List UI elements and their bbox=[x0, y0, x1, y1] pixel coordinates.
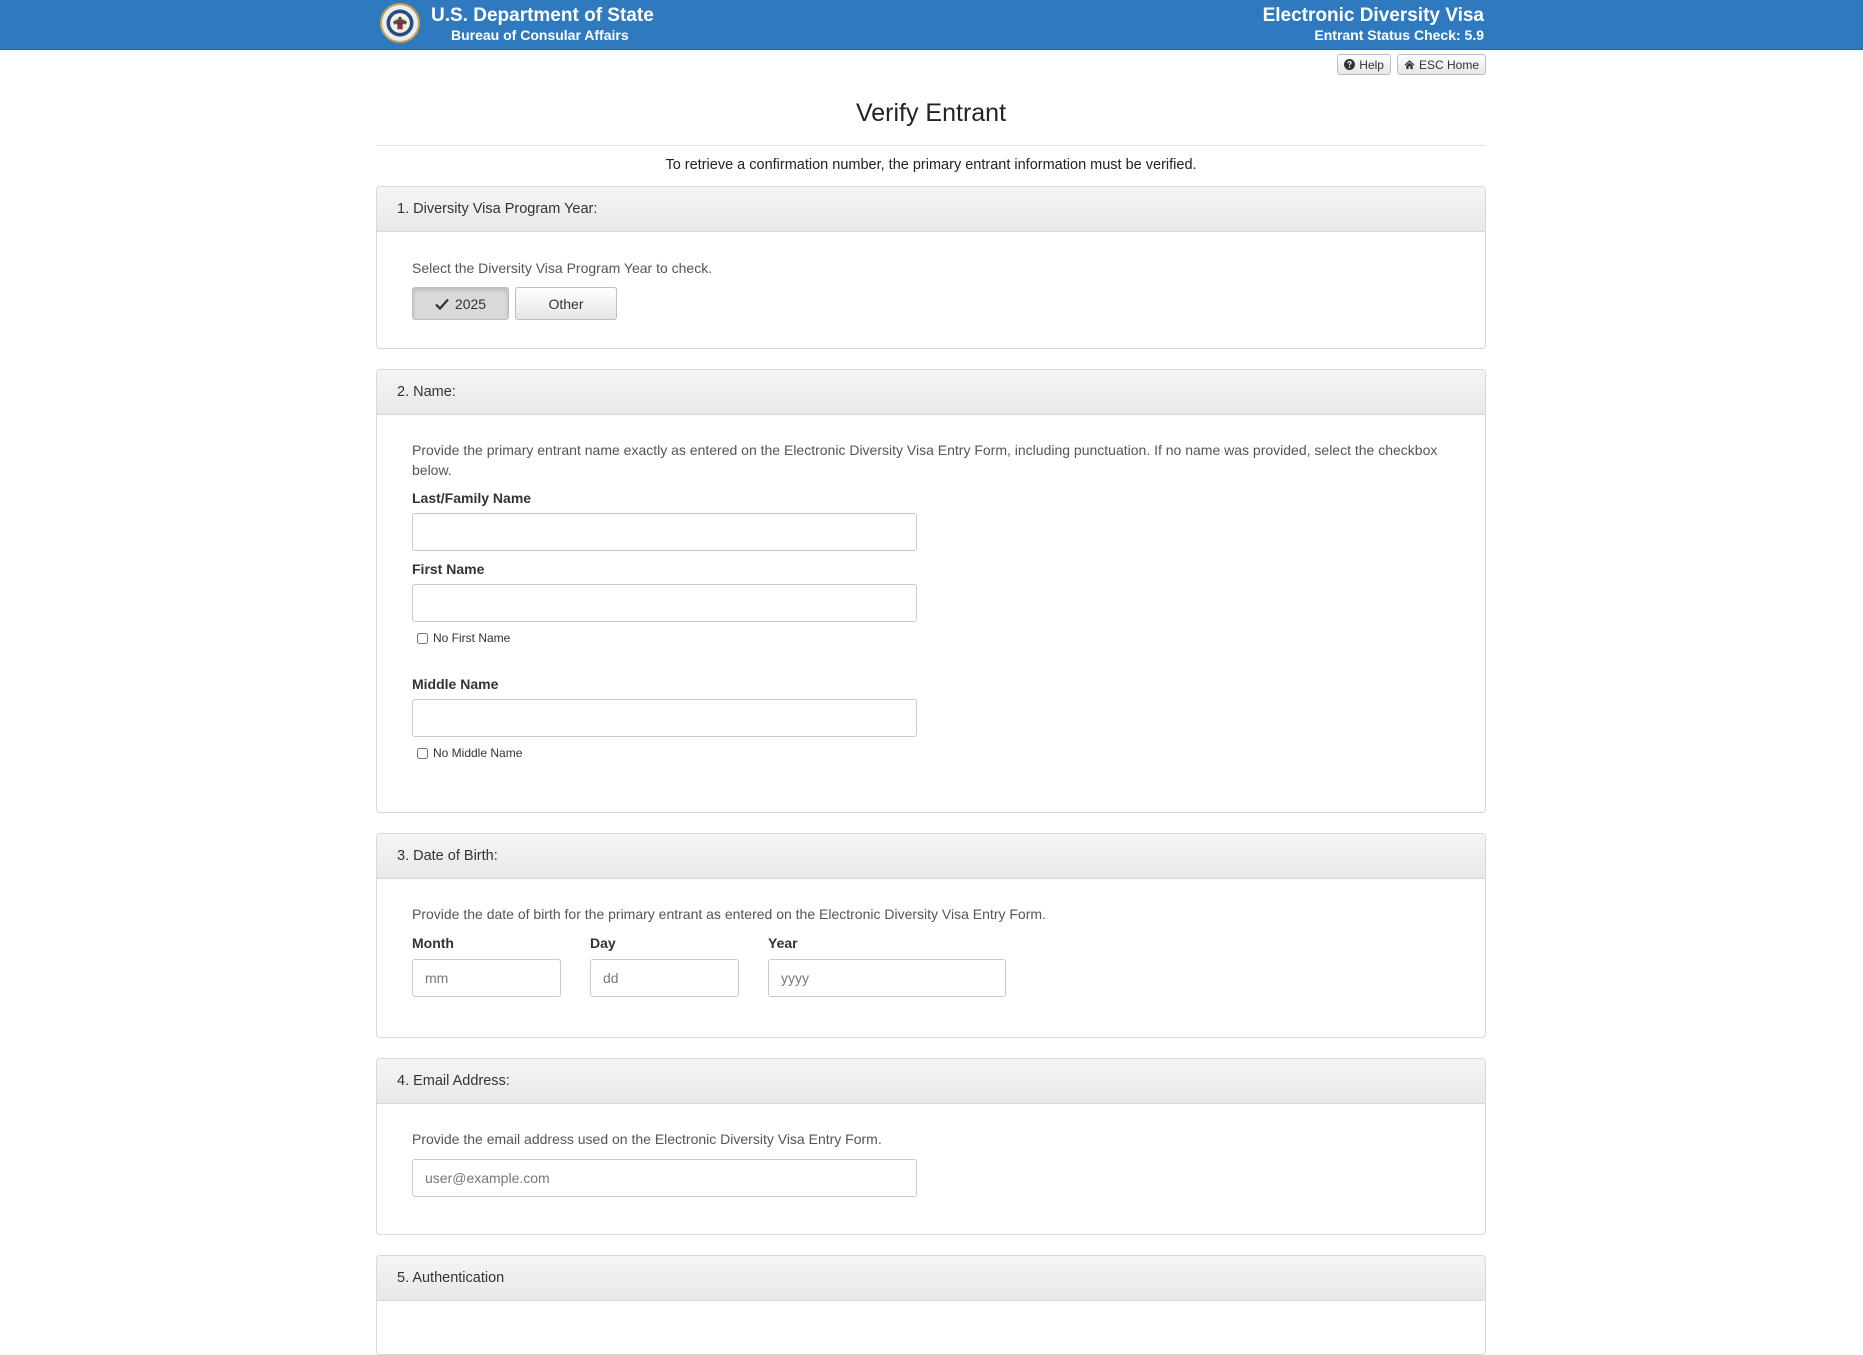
last-name-input[interactable] bbox=[412, 513, 917, 551]
name-heading: 2. Name: bbox=[377, 370, 1485, 415]
middle-name-label: Middle Name bbox=[412, 676, 499, 692]
help-button-label: Help bbox=[1359, 57, 1384, 72]
birth-day-label: Day bbox=[590, 935, 616, 951]
utility-toolbar bbox=[1337, 54, 1486, 75]
program-year-help: Select the Diversity Visa Program Year to check. bbox=[412, 260, 713, 276]
birth-year-label: Year bbox=[768, 935, 798, 951]
site-header bbox=[0, 0, 1863, 50]
email-heading: 4. Email Address: bbox=[377, 1059, 1485, 1104]
email-help: Provide the email address used on the Electronic Diversity Visa Entry Form. bbox=[412, 1131, 882, 1147]
birth-month-input[interactable] bbox=[412, 959, 561, 997]
title-divider bbox=[376, 145, 1486, 146]
no-first-name-option[interactable] bbox=[417, 631, 510, 645]
department-title: U.S. Department of State bbox=[431, 5, 654, 26]
authentication-panel bbox=[376, 1255, 1486, 1355]
date-of-birth-panel bbox=[376, 833, 1486, 1038]
birth-month-label: Month bbox=[412, 935, 454, 951]
no-middle-name-label: No Middle Name bbox=[433, 746, 523, 760]
checkmark-icon bbox=[435, 298, 449, 310]
birth-year-input[interactable] bbox=[768, 959, 1006, 997]
year-option-2025[interactable] bbox=[412, 287, 509, 320]
department-seal-icon bbox=[380, 3, 420, 43]
authentication-heading: 5. Authentication bbox=[377, 1256, 1485, 1301]
no-middle-name-option[interactable] bbox=[417, 746, 522, 760]
page-title: Verify Entrant bbox=[855, 99, 1007, 127]
application-title: Electronic Diversity Visa bbox=[1262, 5, 1484, 26]
year-option-2025-label: 2025 bbox=[454, 295, 487, 312]
esc-home-button[interactable] bbox=[1397, 54, 1486, 75]
name-panel bbox=[376, 369, 1486, 813]
help-button[interactable] bbox=[1337, 54, 1391, 75]
email-panel bbox=[376, 1058, 1486, 1235]
esc-home-button-label: ESC Home bbox=[1418, 57, 1479, 72]
intro-text: To retrieve a confirmation number, the primary entrant information must be verified. bbox=[665, 157, 1197, 173]
question-circle-icon bbox=[1344, 59, 1355, 70]
year-option-other-label: Other bbox=[548, 295, 584, 312]
email-input[interactable] bbox=[412, 1159, 917, 1197]
date-of-birth-help: Provide the date of birth for the primary entrant as entered on the Electronic Diversity Visa Entry Form. bbox=[412, 906, 1046, 922]
program-year-panel bbox=[376, 186, 1486, 349]
first-name-input[interactable] bbox=[412, 584, 917, 622]
bureau-subtitle: Bureau of Consular Affairs bbox=[451, 27, 629, 43]
no-middle-name-checkbox[interactable] bbox=[417, 748, 428, 759]
no-first-name-checkbox[interactable] bbox=[417, 633, 428, 644]
date-of-birth-heading: 3. Date of Birth: bbox=[377, 834, 1485, 879]
first-name-label: First Name bbox=[412, 561, 485, 577]
year-option-other[interactable] bbox=[515, 287, 617, 320]
program-year-heading: 1. Diversity Visa Program Year: bbox=[377, 187, 1485, 232]
last-name-label: Last/Family Name bbox=[412, 490, 532, 506]
name-help: Provide the primary entrant name exactly as entered on the Electronic Diversity Visa Entry Form, including punctuation. If no name was provided, select the checkbox below. bbox=[412, 442, 1438, 478]
no-first-name-label: No First Name bbox=[433, 631, 511, 645]
birth-day-input[interactable] bbox=[590, 959, 739, 997]
middle-name-input[interactable] bbox=[412, 699, 917, 737]
home-icon bbox=[1404, 59, 1415, 70]
application-version: Entrant Status Check: 5.9 bbox=[1314, 27, 1484, 43]
